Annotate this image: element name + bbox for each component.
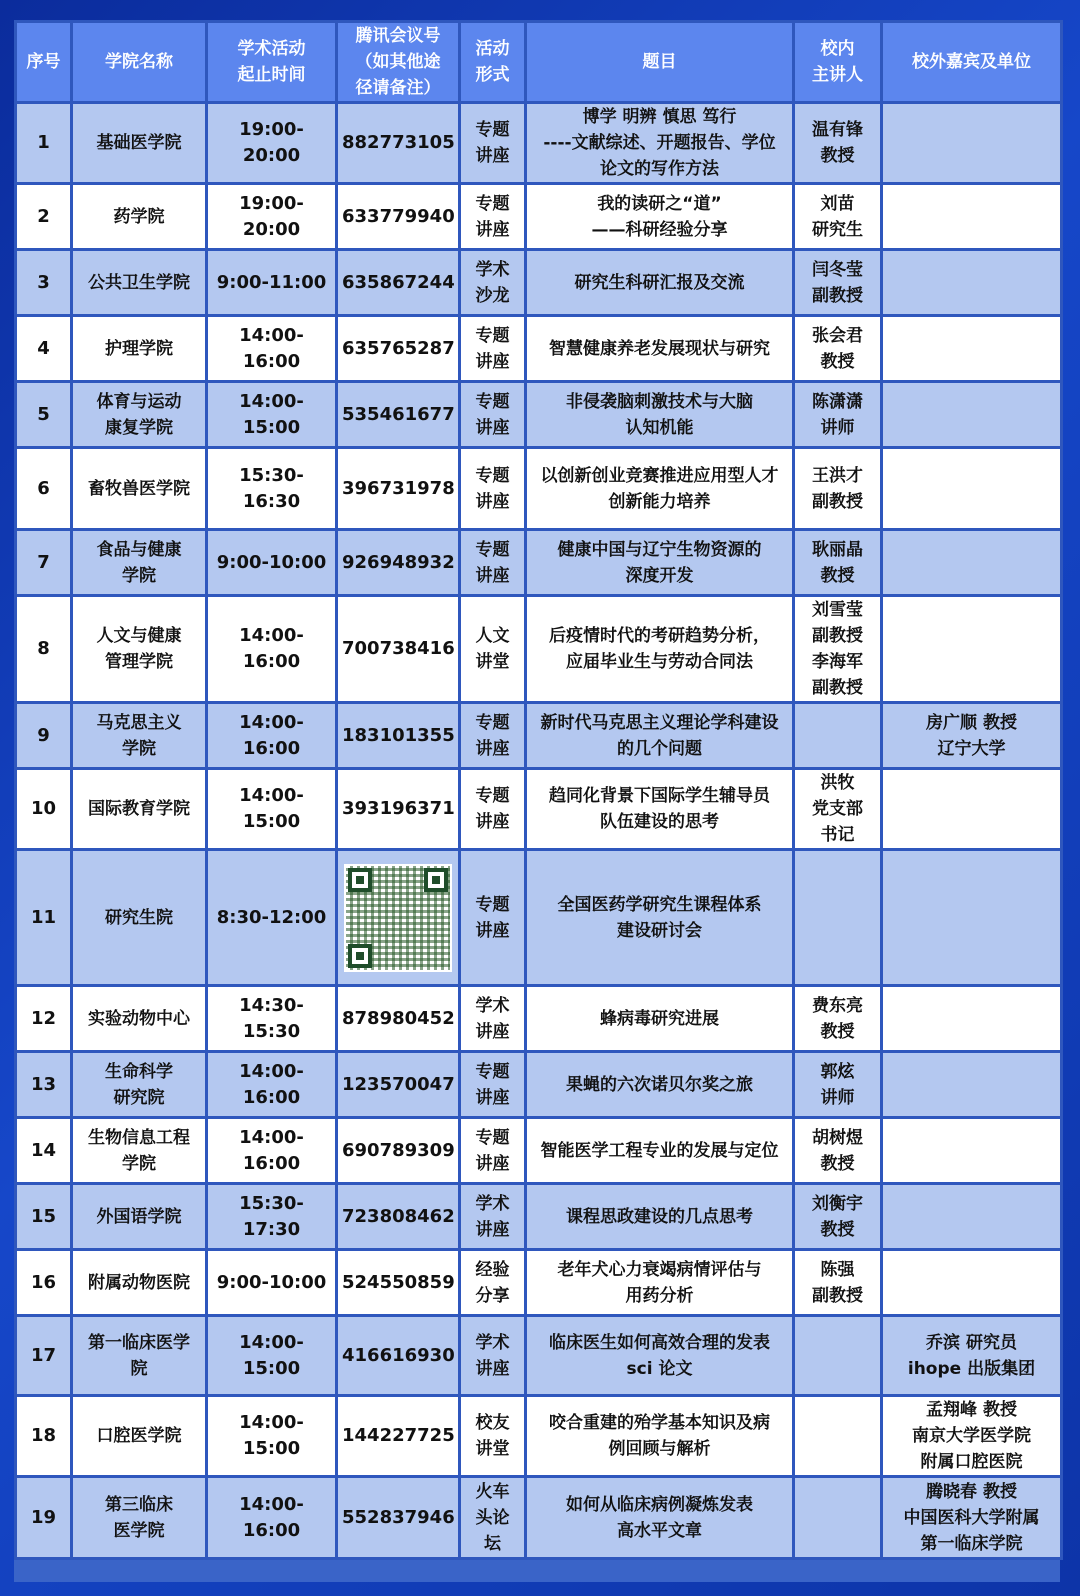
cell-speaker: 陈强 副教授 <box>794 1250 882 1316</box>
cell-speaker: 郭炫 讲师 <box>794 1052 882 1118</box>
cell-time: 14:30-15:30 <box>207 986 337 1052</box>
cell-form: 校友 讲堂 <box>460 1396 526 1477</box>
cell-title: 后疫情时代的考研趋势分析， 应届毕业生与劳动合同法 <box>526 596 794 703</box>
cell-guest <box>882 986 1062 1052</box>
header-college: 学院名称 <box>72 22 207 103</box>
cell-guest: 孟翔峰 教授 南京大学医学院 附属口腔医院 <box>882 1396 1062 1477</box>
cell-form: 人文 讲堂 <box>460 596 526 703</box>
cell-college: 人文与健康 管理学院 <box>72 596 207 703</box>
cell-speaker: 费东亮 教授 <box>794 986 882 1052</box>
cell-meeting: 416616930 <box>337 1316 460 1396</box>
cell-meeting: 700738416 <box>337 596 460 703</box>
cell-title: 新时代马克思主义理论学科建设 的几个问题 <box>526 703 794 769</box>
cell-meeting: 690789309 <box>337 1118 460 1184</box>
cell-form: 专题 讲座 <box>460 382 526 448</box>
cell-college: 实验动物中心 <box>72 986 207 1052</box>
cell-guest <box>882 1250 1062 1316</box>
cell-college: 第一临床医学 院 <box>72 1316 207 1396</box>
cell-college: 基础医学院 <box>72 103 207 184</box>
cell-speaker: 王洪才 副教授 <box>794 448 882 530</box>
cell-form: 专题 讲座 <box>460 1118 526 1184</box>
cell-meeting: 552837946 <box>337 1477 460 1559</box>
cell-meeting: 635765287 <box>337 316 460 382</box>
cell-speaker <box>794 850 882 986</box>
cell-form: 专题 讲座 <box>460 103 526 184</box>
cell-college: 畜牧兽医学院 <box>72 448 207 530</box>
cell-speaker: 洪牧 党支部 书记 <box>794 769 882 850</box>
cell-speaker: 胡树煜 教授 <box>794 1118 882 1184</box>
cell-guest <box>882 1052 1062 1118</box>
schedule-frame <box>14 20 1060 1582</box>
cell-no: 1 <box>16 103 72 184</box>
cell-time: 8:30-12:00 <box>207 850 337 986</box>
cell-meeting: 635867244 <box>337 250 460 316</box>
table-row <box>16 850 1062 986</box>
cell-meeting: 524550859 <box>337 1250 460 1316</box>
cell-form: 专题 讲座 <box>460 703 526 769</box>
cell-speaker: 闫冬莹 副教授 <box>794 250 882 316</box>
cell-time: 15:30-16:30 <box>207 448 337 530</box>
cell-no: 17 <box>16 1316 72 1396</box>
cell-speaker: 张会君 教授 <box>794 316 882 382</box>
table-row <box>16 1184 1062 1250</box>
cell-time: 19:00-20:00 <box>207 184 337 250</box>
cell-time: 14:00-15:00 <box>207 769 337 850</box>
cell-college: 药学院 <box>72 184 207 250</box>
cell-form: 专题 讲座 <box>460 1052 526 1118</box>
cell-form: 专题 讲座 <box>460 769 526 850</box>
cell-title: 趋同化背景下国际学生辅导员 队伍建设的思考 <box>526 769 794 850</box>
cell-no: 14 <box>16 1118 72 1184</box>
cell-college: 附属动物医院 <box>72 1250 207 1316</box>
table-row <box>16 1396 1062 1477</box>
cell-no: 6 <box>16 448 72 530</box>
cell-form: 学术 讲座 <box>460 986 526 1052</box>
cell-speaker <box>794 1396 882 1477</box>
cell-speaker: 温有锋 教授 <box>794 103 882 184</box>
cell-college: 口腔医学院 <box>72 1396 207 1477</box>
cell-meeting <box>337 850 460 986</box>
cell-time: 14:00-16:00 <box>207 316 337 382</box>
cell-form: 火车 头论 坛 <box>460 1477 526 1559</box>
cell-guest <box>882 316 1062 382</box>
table-row <box>16 316 1062 382</box>
cell-title: 课程思政建设的几点思考 <box>526 1184 794 1250</box>
cell-speaker: 耿丽晶 教授 <box>794 530 882 596</box>
schedule-table <box>14 20 1063 1560</box>
cell-title: 我的读研之“道” ——科研经验分享 <box>526 184 794 250</box>
cell-form: 学术 讲座 <box>460 1316 526 1396</box>
cell-no: 2 <box>16 184 72 250</box>
cell-guest <box>882 103 1062 184</box>
table-row <box>16 769 1062 850</box>
cell-guest: 乔滨 研究员 ihope 出版集团 <box>882 1316 1062 1396</box>
cell-no: 9 <box>16 703 72 769</box>
header-row <box>16 22 1062 103</box>
cell-no: 3 <box>16 250 72 316</box>
cell-college: 公共卫生学院 <box>72 250 207 316</box>
cell-time: 14:00-16:00 <box>207 1477 337 1559</box>
header-guest: 校外嘉宾及单位 <box>882 22 1062 103</box>
cell-guest <box>882 530 1062 596</box>
cell-meeting: 144227725 <box>337 1396 460 1477</box>
table-row <box>16 250 1062 316</box>
cell-no: 15 <box>16 1184 72 1250</box>
table-row <box>16 703 1062 769</box>
cell-guest <box>882 1184 1062 1250</box>
cell-form: 学术 讲座 <box>460 1184 526 1250</box>
cell-no: 5 <box>16 382 72 448</box>
cell-meeting: 183101355 <box>337 703 460 769</box>
cell-time: 14:00-16:00 <box>207 1118 337 1184</box>
cell-title: 非侵袭脑刺激技术与大脑 认知机能 <box>526 382 794 448</box>
cell-time: 9:00-10:00 <box>207 1250 337 1316</box>
cell-college: 研究生院 <box>72 850 207 986</box>
cell-college: 生命科学 研究院 <box>72 1052 207 1118</box>
cell-form: 专题 讲座 <box>460 530 526 596</box>
cell-form: 学术 沙龙 <box>460 250 526 316</box>
cell-meeting: 926948932 <box>337 530 460 596</box>
cell-time: 9:00-10:00 <box>207 530 337 596</box>
cell-form: 专题 讲座 <box>460 184 526 250</box>
cell-guest <box>882 769 1062 850</box>
header-speaker: 校内 主讲人 <box>794 22 882 103</box>
table-row <box>16 1477 1062 1559</box>
cell-title: 咬合重建的殆学基本知识及病 例回顾与解析 <box>526 1396 794 1477</box>
cell-meeting: 878980452 <box>337 986 460 1052</box>
cell-meeting: 633779940 <box>337 184 460 250</box>
cell-speaker: 陈潇潇 讲师 <box>794 382 882 448</box>
table-row <box>16 596 1062 703</box>
cell-college: 生物信息工程 学院 <box>72 1118 207 1184</box>
cell-form: 经验 分享 <box>460 1250 526 1316</box>
table-row <box>16 448 1062 530</box>
cell-speaker: 刘衡宇 教授 <box>794 1184 882 1250</box>
table-row <box>16 184 1062 250</box>
cell-title: 蜂病毒研究进展 <box>526 986 794 1052</box>
table-row <box>16 530 1062 596</box>
cell-college: 马克思主义 学院 <box>72 703 207 769</box>
cell-time: 14:00-16:00 <box>207 703 337 769</box>
cell-no: 19 <box>16 1477 72 1559</box>
cell-no: 4 <box>16 316 72 382</box>
cell-guest <box>882 850 1062 986</box>
cell-title: 研究生科研汇报及交流 <box>526 250 794 316</box>
cell-college: 护理学院 <box>72 316 207 382</box>
cell-no: 11 <box>16 850 72 986</box>
cell-no: 18 <box>16 1396 72 1477</box>
cell-no: 10 <box>16 769 72 850</box>
cell-time: 14:00-15:00 <box>207 1396 337 1477</box>
cell-no: 12 <box>16 986 72 1052</box>
cell-guest <box>882 250 1062 316</box>
cell-title: 智能医学工程专业的发展与定位 <box>526 1118 794 1184</box>
cell-guest <box>882 184 1062 250</box>
cell-meeting: 396731978 <box>337 448 460 530</box>
cell-meeting: 123570047 <box>337 1052 460 1118</box>
cell-no: 13 <box>16 1052 72 1118</box>
cell-guest <box>882 1118 1062 1184</box>
cell-college: 国际教育学院 <box>72 769 207 850</box>
cell-time: 14:00-15:00 <box>207 1316 337 1396</box>
cell-speaker <box>794 1316 882 1396</box>
qr-code-icon <box>344 864 452 972</box>
cell-guest <box>882 596 1062 703</box>
cell-form: 专题 讲座 <box>460 850 526 986</box>
cell-college: 第三临床 医学院 <box>72 1477 207 1559</box>
cell-title: 以创新创业竞赛推进应用型人才 创新能力培养 <box>526 448 794 530</box>
cell-meeting: 393196371 <box>337 769 460 850</box>
cell-college: 食品与健康 学院 <box>72 530 207 596</box>
cell-meeting: 535461677 <box>337 382 460 448</box>
cell-title: 果蝇的六次诺贝尔奖之旅 <box>526 1052 794 1118</box>
table-row <box>16 103 1062 184</box>
cell-time: 15:30-17:30 <box>207 1184 337 1250</box>
cell-no: 16 <box>16 1250 72 1316</box>
header-title: 题目 <box>526 22 794 103</box>
cell-no: 7 <box>16 530 72 596</box>
table-body <box>16 103 1062 1559</box>
cell-time: 19:00-20:00 <box>207 103 337 184</box>
cell-time: 14:00-16:00 <box>207 596 337 703</box>
header-meeting: 腾讯会议号 （如其他途 径请备注） <box>337 22 460 103</box>
table-row <box>16 1052 1062 1118</box>
table-row <box>16 1250 1062 1316</box>
cell-time: 9:00-11:00 <box>207 250 337 316</box>
cell-meeting: 882773105 <box>337 103 460 184</box>
cell-title: 智慧健康养老发展现状与研究 <box>526 316 794 382</box>
cell-guest <box>882 448 1062 530</box>
cell-title: 健康中国与辽宁生物资源的 深度开发 <box>526 530 794 596</box>
header-time: 学术活动 起止时间 <box>207 22 337 103</box>
cell-title: 如何从临床病例凝炼发表 高水平文章 <box>526 1477 794 1559</box>
cell-guest: 腾晓春 教授 中国医科大学附属 第一临床学院 <box>882 1477 1062 1559</box>
table-row <box>16 1118 1062 1184</box>
cell-title: 全国医药学研究生课程体系 建设研讨会 <box>526 850 794 986</box>
cell-guest <box>882 382 1062 448</box>
header-no: 序号 <box>16 22 72 103</box>
cell-speaker: 刘苗 研究生 <box>794 184 882 250</box>
cell-time: 14:00-15:00 <box>207 382 337 448</box>
cell-guest: 房广顺 教授 辽宁大学 <box>882 703 1062 769</box>
header-form: 活动 形式 <box>460 22 526 103</box>
cell-speaker: 刘雪莹 副教授 李海军 副教授 <box>794 596 882 703</box>
table-row <box>16 1316 1062 1396</box>
cell-title: 博学 明辨 慎思 笃行 ----文献综述、开题报告、学位 论文的写作方法 <box>526 103 794 184</box>
cell-college: 体育与运动 康复学院 <box>72 382 207 448</box>
cell-no: 8 <box>16 596 72 703</box>
cell-meeting: 723808462 <box>337 1184 460 1250</box>
cell-form: 专题 讲座 <box>460 316 526 382</box>
cell-form: 专题 讲座 <box>460 448 526 530</box>
cell-speaker <box>794 703 882 769</box>
cell-time: 14:00-16:00 <box>207 1052 337 1118</box>
cell-title: 临床医生如何高效合理的发表 sci 论文 <box>526 1316 794 1396</box>
table-row <box>16 382 1062 448</box>
cell-college: 外国语学院 <box>72 1184 207 1250</box>
cell-title: 老年犬心力衰竭病情评估与 用药分析 <box>526 1250 794 1316</box>
table-row <box>16 986 1062 1052</box>
cell-speaker <box>794 1477 882 1559</box>
